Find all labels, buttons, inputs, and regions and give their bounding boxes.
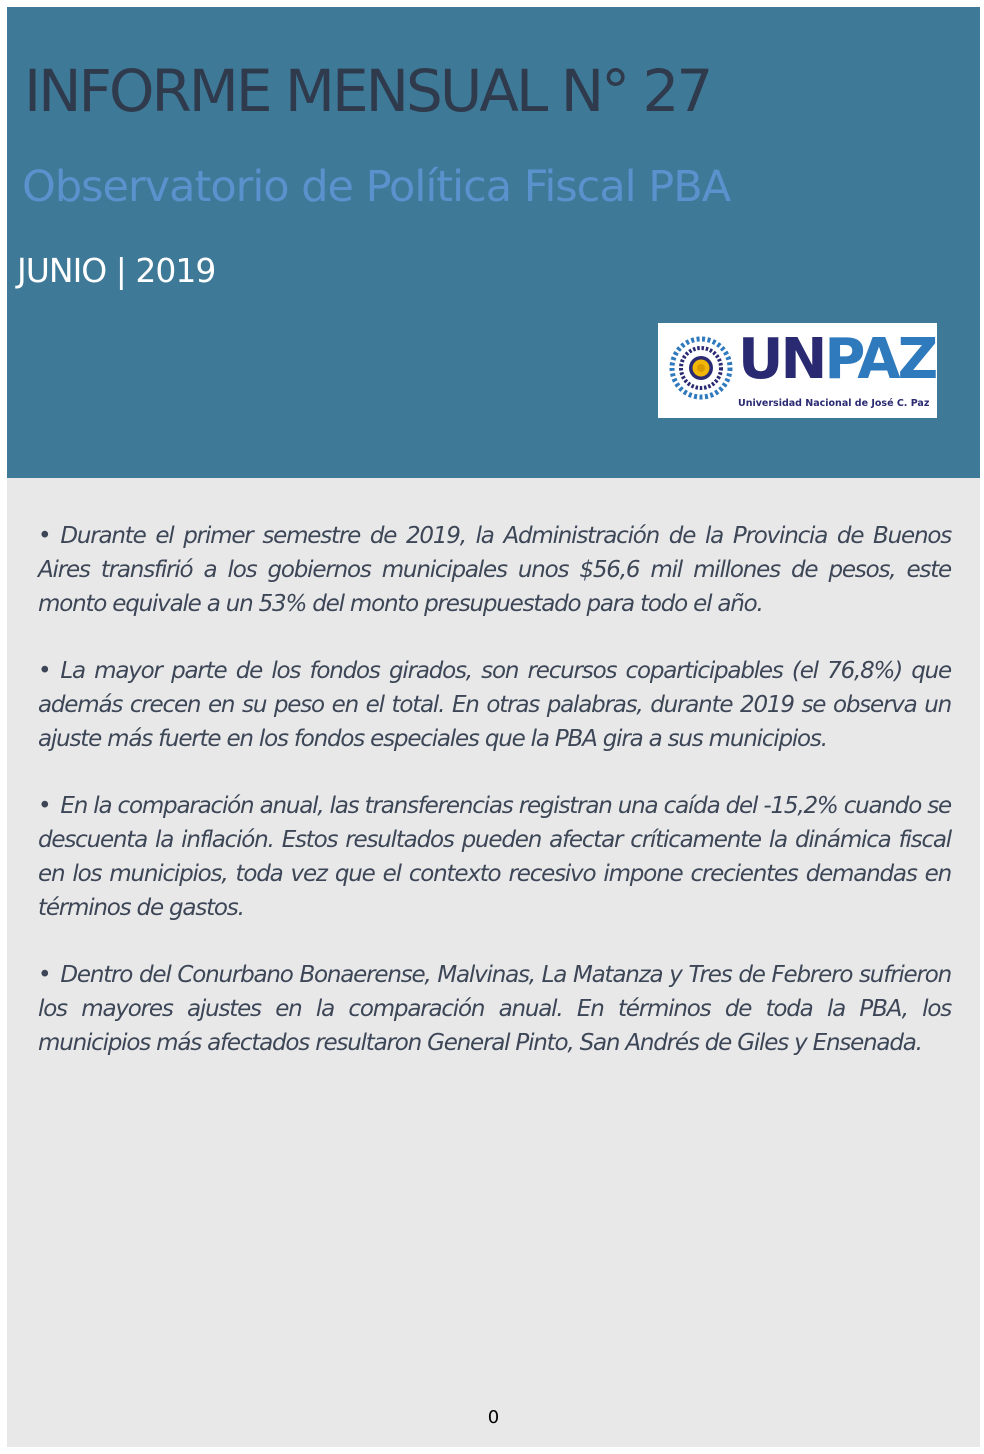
report-subtitle: Observatorio de Política Fiscal PBA <box>22 162 731 212</box>
summary-bullets <box>38 519 951 1093</box>
cover-header <box>7 7 980 478</box>
bullet-icon: • <box>38 523 51 549</box>
unpaz-logo <box>658 323 937 418</box>
sun-emblem-icon <box>668 333 734 403</box>
bullet-paragraph <box>38 789 951 925</box>
bullet-paragraph <box>38 654 951 756</box>
report-date: JUNIO | 2019 <box>17 251 216 290</box>
paragraph-text: Dentro del Conurbano Bonaerense, Malvinas, La Matanza y Tres de Febrero sufrieron los mayores ajustes en la comparación anual. En términos de toda la PBA, los municipios más afectados resultaron General Pinto, San Andrés de Giles y Ensenada. <box>38 962 951 1056</box>
paragraph-text: Durante el primer semestre de 2019, la Administración de la Provincia de Buenos Aires transfirió a los gobiernos municipales unos $56,6 mil millones de pesos, este monto equivale a un 53% del monto presupuestado para todo el año. <box>38 523 951 617</box>
bullet-paragraph <box>38 958 951 1060</box>
paragraph-text: La mayor parte de los fondos girados, son recursos coparticipables (el 76,8%) que además crecen en su peso en el total. En otras palabras, durante 2019 se observa un ajuste más fuerte en los fondos especiales que la PBA gira a sus municipios. <box>38 658 951 752</box>
bullet-paragraph <box>38 519 951 621</box>
bullet-icon: • <box>38 962 51 988</box>
logo-tagline: Universidad Nacional de José C. Paz <box>738 398 930 409</box>
page-number: 0 <box>487 1407 500 1428</box>
bullet-icon: • <box>38 658 51 684</box>
logo-wordmark: UNPAZ <box>738 327 936 392</box>
report-title: INFORME MENSUAL N° 27 <box>24 57 711 125</box>
bullet-icon: • <box>38 793 51 819</box>
paragraph-text: En la comparación anual, las transferencias registran una caída del -15,2% cuando se descuenta la inflación. Estos resultados pueden afectar críticamente la dinámica fiscal en los municipios, toda vez que el contexto recesivo impone crecientes demandas en términos de gastos. <box>38 793 951 921</box>
report-page <box>7 7 980 1447</box>
